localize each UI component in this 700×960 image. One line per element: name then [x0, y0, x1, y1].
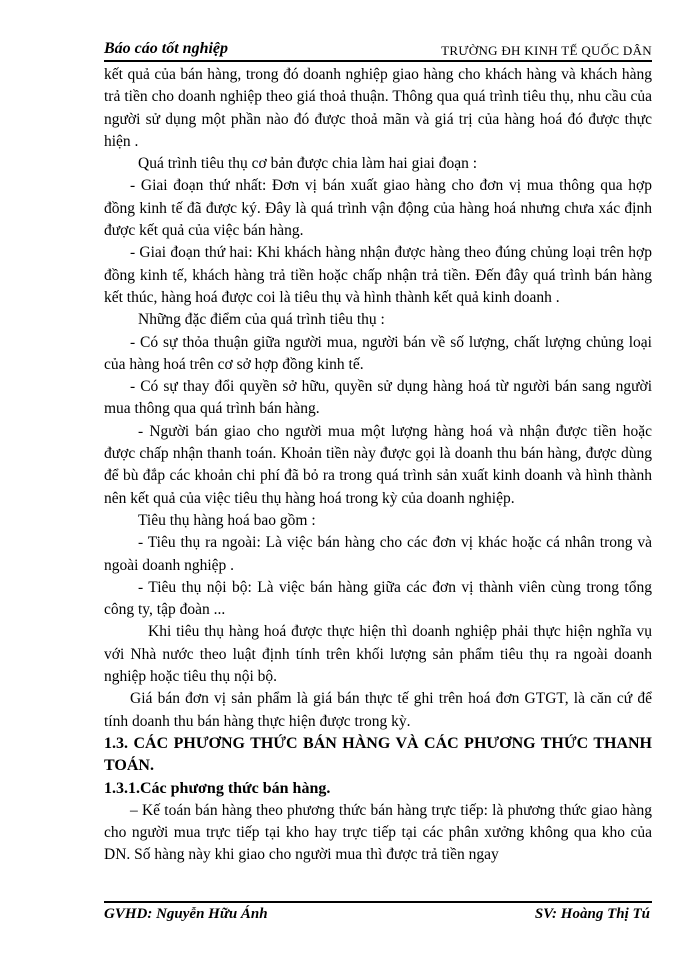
footer-supervisor: GVHD: Nguyễn Hữu Ánh — [104, 906, 268, 922]
paragraph: - Giai đoạn thứ hai: Khi khách hàng nhận được hàng theo đúng chủng loại trên hợp đồng kinh tế, khách hàng trả tiền hoặc chấp nhận trả tiền. Đến đây quá trình bán hàng kết thúc, hàng hoá được coi là tiêu thụ và hình thành kết quả kinh doanh . — [104, 244, 652, 306]
header-report-title: Báo cáo tốt nghiệp — [104, 40, 229, 57]
paragraph: - Tiêu thụ ra ngoài: Là việc bán hàng cho các đơn vị khác hoặc cá nhân trong và ngoài doanh nghiệp . — [104, 534, 652, 574]
footer-student: SV: Hoàng Thị Tú — [534, 906, 650, 922]
page-header — [104, 36, 652, 60]
paragraph: - Tiêu thụ nội bộ: Là việc bán hàng giữa các đơn vị thành viên cùng trong tổng công ty, tập đoàn ... — [104, 578, 652, 619]
paragraph: Những đặc điểm của quá trình tiêu thụ : — [138, 311, 385, 329]
paragraph: - Người bán giao cho người mua một lượng hàng hoá và nhận được tiền hoặc được chấp nhận thanh toán. Khoản tiền này được gọi là doanh thu bán hàng, được dùng để bù đắp các khoản chi phí đã bỏ ra trong quá trình sản xuất kinh doanh và hình thành nên kết quả của việc tiêu thụ hàng hoá trong kỳ của doanh nghiệp. — [104, 422, 652, 507]
paragraph: kết quả của bán hàng, trong đó doanh nghiệp giao hàng cho khách hàng và khách hàng trả tiền cho doanh nghiệp theo giá thoả thuận. Thông qua quá trình tiêu thụ, nhu cầu của người sử dụng một phần nào đó được thoả mãn và giá trị của hàng hoá đó được thực hiện . — [104, 66, 652, 150]
paragraph: - Có sự thỏa thuận giữa người mua, người bán về số lượng, chất lượng chủng loại của hàng hoá trên cơ sở hợp đồng kinh tế. — [104, 333, 652, 373]
paragraph: Quá trình tiêu thụ cơ bản được chia làm hai giai đoạn : — [138, 155, 478, 173]
document-body — [104, 64, 652, 867]
paragraph: - Có sự thay đổi quyền sở hữu, quyền sử dụng hàng hoá từ người bán sang người mua thông qua quá trình bán hàng. — [104, 378, 652, 418]
section-heading: 1.3. CÁC PHƯƠNG THỨC BÁN HÀNG VÀ CÁC PHƯƠNG THỨC THANH TOÁN. — [104, 734, 652, 775]
header-university: TRƯỜNG ĐH KINH TẾ QUỐC DÂN — [441, 43, 652, 58]
header-divider — [104, 60, 652, 62]
paragraph: Giá bán đơn vị sản phẩm là giá bán thực tế ghi trên hoá đơn GTGT, là căn cứ để tính doanh thu bán hàng thực hiện được trong kỳ. — [104, 690, 652, 730]
paragraph: – Kế toán bán hàng theo phương thức bán hàng trực tiếp: là phương thức giao hàng cho người mua trực tiếp tại kho hay trực tiếp tại các phân xưởng không qua kho của DN. Số hàng này khi giao cho người mua thì được trả tiền ngay — [104, 801, 652, 864]
paragraph: - Giai đoạn thứ nhất: Đơn vị bán xuất giao hàng cho đơn vị mua thông qua hợp đồng kinh tế đã được ký. Đây là quá trình vận động của hàng hoá nhưng chưa xác định được kết quả của việc bán hàng. — [104, 177, 652, 240]
paragraph: Tiêu thụ hàng hoá bao gồm : — [138, 511, 316, 529]
page-footer — [104, 903, 652, 927]
paragraph: Khi tiêu thụ hàng hoá được thực hiện thì doanh nghiệp phải thực hiện nghĩa vụ với Nhà nước theo luật định tính trên khối lượng sản phẩm tiêu thụ ra ngoài doanh nghiệp hoặc tiêu thụ nội bộ. — [104, 623, 652, 686]
subsection-heading: 1.3.1.Các phương thức bán hàng. — [104, 779, 331, 797]
